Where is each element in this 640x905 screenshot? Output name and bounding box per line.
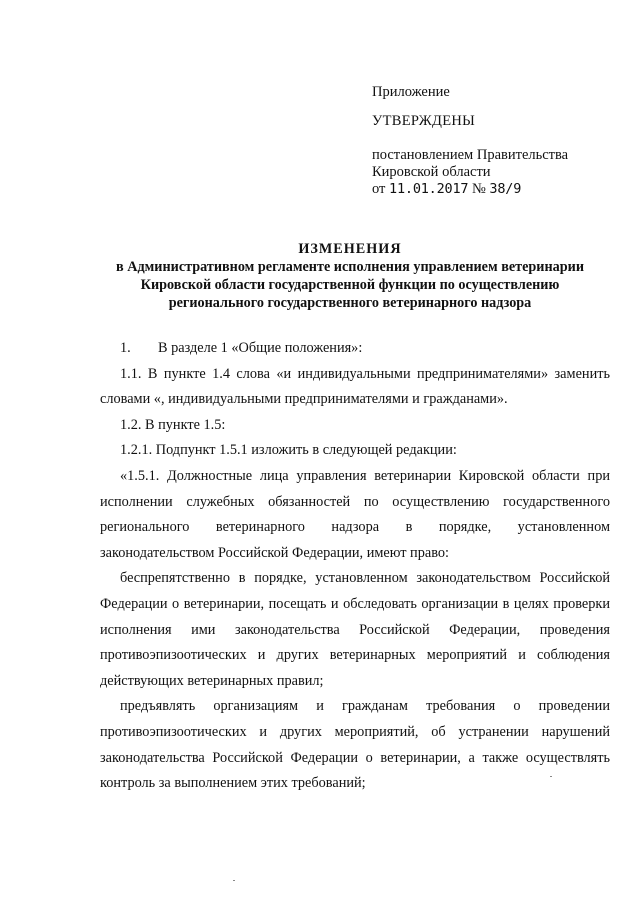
paragraph-right-inspect: беспрепятственно в порядке, установленном законодательством Российской Федерации о ветеринарии, посещать и обследовать организации в целях проверки исполнения ими законодательства Российской Федерации, проведения противоэпизоотических и других ветеринарных мероприятий и соблюдения действующих ветеринарных правил; xyxy=(100,570,610,689)
title-line-2: Кировской области государственной функции по осуществлению xyxy=(140,277,560,293)
scan-speck xyxy=(550,776,552,777)
approved-label: УТВЕРЖДЕНЫ xyxy=(372,113,476,129)
item-1-text: В разделе 1 «Общие положения»: xyxy=(158,340,363,356)
paragraph-right-demand: предъявлять организациям и гражданам требования о проведении противоэпизоотических и других мероприятий, об устранении нарушений законодательства Российской Федерации о ветеринарии, а также осуществлять контроль за выполнением этих требований; xyxy=(100,698,610,792)
document-title xyxy=(80,240,620,312)
paragraph-1-1: 1.1. В пункте 1.4 слова «и индивидуальными предпринимателями» заменить словами «, индивидуальными предпринимателями и гражданами». xyxy=(100,365,610,408)
paragraph-item-1 xyxy=(100,336,610,362)
paragraph-1-5-1: «1.5.1. Должностные лица управления ветеринарии Кировской области при исполнении служебных обязанностей по осуществлению государственного регионального ветеринарного надзора в порядке, установленном законодательством Российской Федерации, имеют право: xyxy=(100,467,610,561)
title-line-3: регионального государственного ветеринарного надзора xyxy=(168,295,532,311)
handwritten-date: 11.01.2017 xyxy=(389,181,469,197)
title-main: ИЗМЕНЕНИЯ xyxy=(298,241,402,257)
paragraph-1-2: 1.2. В пункте 1.5: xyxy=(120,416,226,433)
paragraph-1-2-1: 1.2.1. Подпункт 1.5.1 изложить в следующей редакции: xyxy=(120,442,457,459)
title-line-1: в Административном регламенте исполнения управлением ветеринарии xyxy=(116,259,584,275)
scan-speck xyxy=(233,880,235,881)
approval-line-2: Кировской области xyxy=(372,164,491,180)
document-body xyxy=(100,336,610,797)
item-1-number: 1. xyxy=(120,340,131,356)
date-prefix: от xyxy=(372,181,386,197)
number-prefix: № xyxy=(471,181,486,197)
approval-line-1: постановлением Правительства xyxy=(372,147,569,163)
approval-block xyxy=(372,84,622,198)
appendix-label: Приложение xyxy=(372,84,450,100)
handwritten-number: 38/9 xyxy=(489,181,522,197)
approval-date-line xyxy=(372,181,622,198)
